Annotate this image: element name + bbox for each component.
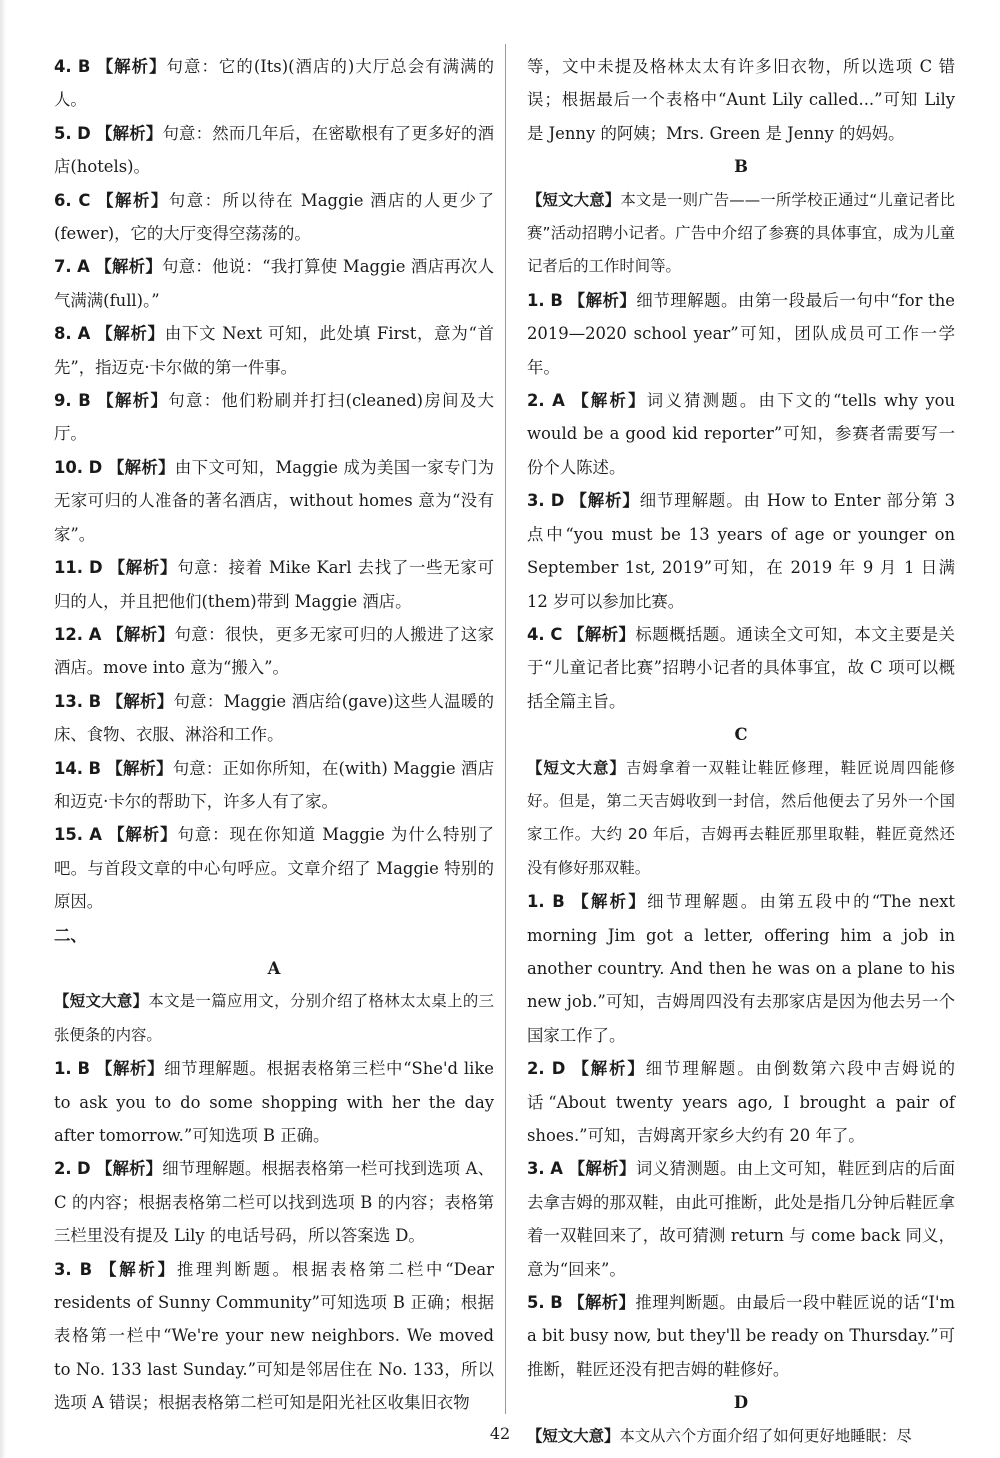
answer-letter: B — [88, 691, 102, 711]
question-number: 8. — [54, 324, 72, 344]
analysis-tag: 【解析】 — [106, 758, 173, 778]
answer-item — [527, 618, 955, 718]
analysis-tag: 【解析】 — [106, 691, 174, 711]
summary-text: 本文是一则广告——一所学校正通过“儿童记者比赛”活动招聘小记者。广告中介绍了参赛的具体事宜，成为儿童记者后的工作时间等。 — [527, 190, 955, 276]
answer-letter: B — [88, 758, 101, 778]
answer-letter: D — [550, 491, 565, 511]
left-column — [54, 50, 494, 1420]
analysis-text: 细节理解题。根据表格第一栏可找到选项 A、C 的内容；根据表格第二栏可以找到选项 B 的内容；表格第三栏里没有提及 Lily 的电话号码，所以答案选 D。 — [54, 1159, 494, 1246]
analysis-tag: 【解析】 — [95, 1059, 165, 1079]
summary-b — [527, 184, 955, 284]
summary-tag: 【短文大意】 — [527, 190, 621, 209]
answer-item — [527, 1152, 955, 1286]
answer-letter: B — [550, 290, 563, 310]
question-number: 11. — [54, 558, 84, 578]
passage-heading-a: A — [267, 958, 281, 978]
question-number: 5. — [54, 123, 72, 143]
answer-letter: B — [77, 1059, 91, 1079]
analysis-text: 句意：接着 Mike Karl 去找了一些无家可归的人，并且把他们(them)带到 Maggie 酒店。 — [54, 558, 494, 611]
question-number: 1. — [54, 1059, 72, 1079]
answer-item — [54, 551, 494, 618]
answer-item — [54, 117, 494, 184]
passage-heading-d: D — [733, 1393, 749, 1413]
analysis-tag: 【解析】 — [96, 1159, 163, 1179]
answer-item — [54, 1152, 494, 1252]
analysis-text: 句意：它的(Its)(酒店的)大厅总会有满满的人。 — [54, 57, 494, 110]
analysis-tag: 【解析】 — [572, 892, 648, 912]
answer-item — [54, 1052, 494, 1152]
analysis-text: 句意：然而几年后，在密歇根有了更多好的酒店(hotels)。 — [54, 123, 495, 177]
passage-heading-c: C — [734, 725, 748, 745]
answer-letter: D — [77, 1159, 91, 1179]
analysis-tag: 【解析】 — [107, 624, 175, 644]
analysis-tag: 【解析】 — [570, 491, 640, 511]
summary-c — [527, 752, 955, 886]
answer-letter: B — [77, 57, 91, 76]
analysis-tag: 【解析】 — [97, 391, 169, 411]
answer-item — [54, 317, 494, 384]
column-divider — [505, 44, 506, 1414]
left-answer-list — [54, 50, 494, 919]
analysis-text: 词义猜测题。由下文的“tells why you would be a good kid reporter”可知，参赛者需要写一份个人陈述。 — [527, 391, 956, 477]
analysis-text: 推理判断题。根据表格第二栏中“Dear residents of Sunny Community”可知选项 B 正确；根据表格第一栏中“We're your new neighbors. We moved to No. 133 last Sunday.”可知是邻居住在 No. 133，所以选项 A 错误；根据表格第二栏可知是阳光社区收集旧衣物 — [54, 1259, 495, 1413]
question-number: 2. — [527, 391, 545, 411]
answer-item — [527, 284, 955, 384]
answer-item — [527, 1052, 955, 1152]
question-number: 14. — [54, 758, 84, 778]
analysis-text: 细节理解题。由第五段中的“The next morning Jim got a letter, offering him a job in another country. And then he was on a plane to his new job.”可知，吉姆周四没有去那家店是因为他去另一个国家工作了。 — [527, 892, 955, 1045]
analysis-text: 句意：很快，更多无家可归的人搬进了这家酒店。move into 意为“搬入”。 — [54, 624, 495, 678]
answer-letter: A — [89, 825, 102, 845]
answer-item — [54, 1253, 494, 1420]
answer-letter: A — [552, 391, 565, 411]
answer-letter: A — [77, 324, 91, 344]
answer-letter: B — [550, 1293, 563, 1313]
part-c-answer-list — [527, 885, 955, 1386]
section-two-label: 二、 — [54, 925, 87, 945]
analysis-text: 句意：他说：“我打算使 Maggie 酒店再次人气满满(full)。” — [54, 257, 494, 310]
answer-letter: C — [78, 190, 91, 210]
question-number: 1. — [527, 290, 545, 310]
analysis-tag: 【解析】 — [568, 624, 636, 644]
question-number: 1. — [527, 892, 545, 912]
question-number: 10. — [54, 457, 84, 477]
scan-edge-shadow — [0, 0, 6, 1458]
summary-text: 吉姆拿着一双鞋让鞋匠修理，鞋匠说周四能修好。但是，第二天吉姆收到一封信，然后他便去了另外一个国家工作。大约 20 年后，吉姆再去鞋匠那里取鞋，鞋匠竟然还没有修好那双鞋。 — [527, 758, 955, 877]
answer-letter: B — [78, 391, 91, 411]
analysis-text: 句意：现在你知道 Maggie 为什么特别了吧。与首段文章的中心句呼应。文章介绍了 Maggie 特别的原因。 — [54, 825, 495, 912]
answer-item — [527, 1286, 955, 1386]
analysis-tag: 【解析】 — [95, 257, 163, 277]
analysis-text: 由下文可知，Maggie 成为美国一家专门为无家可归的人准备的著名酒店，without homes 意为“没有家”。 — [54, 457, 494, 544]
answer-item — [527, 384, 955, 484]
analysis-tag: 【解析】 — [568, 290, 637, 310]
analysis-tag: 【解析】 — [97, 190, 169, 210]
analysis-tag: 【解析】 — [96, 324, 165, 344]
question-number: 3. — [527, 1159, 545, 1179]
analysis-tag: 【解析】 — [107, 457, 175, 477]
answer-letter: D — [77, 123, 91, 143]
analysis-tag: 【解析】 — [100, 1259, 177, 1279]
analysis-text: 细节理解题。由 How to Enter 部分第 3 点中“you must be 13 years of age or younger on September 1st, 2019”可知，在 2019 年 9 月 1 日满 12 岁可以参加比赛。 — [527, 491, 955, 611]
answer-item — [54, 618, 494, 685]
question-number: 7. — [54, 257, 72, 277]
answer-letter: A — [77, 257, 90, 277]
analysis-text: 细节理解题。根据表格第三栏中“She'd like to ask you to do some shopping with her the day after tomorrow.”可知选项 B 正确。 — [54, 1059, 494, 1145]
analysis-text: 句意：所以待在 Maggie 酒店的人更少了(fewer)，它的大厅变得空荡荡的。 — [54, 190, 494, 244]
answer-letter: D — [88, 457, 103, 477]
analysis-tag: 【解析】 — [108, 558, 178, 578]
answer-item — [54, 184, 494, 251]
answer-item — [54, 685, 494, 752]
answer-letter: A — [550, 1159, 563, 1179]
question-number: 9. — [54, 391, 72, 411]
answer-item — [527, 885, 955, 1052]
passage-heading-b: B — [734, 157, 748, 177]
answer-letter: B — [552, 892, 565, 912]
answer-letter: A — [88, 624, 102, 644]
answer-letter: D — [551, 1059, 566, 1079]
answer-letter: B — [79, 1259, 93, 1279]
question-number: 4. — [527, 624, 545, 644]
question-number: 3. — [54, 1259, 72, 1279]
analysis-tag: 【解析】 — [96, 57, 167, 76]
analysis-text: 句意：正如你所知，在(with) Maggie 酒店和迈克·卡尔的帮助下，许多人有了家。 — [54, 758, 494, 811]
question-number: 2. — [527, 1059, 545, 1079]
question-number: 15. — [54, 825, 84, 845]
continued-explanation: 等，文中未提及格林太太有许多旧衣物，所以选项 C 错误；根据最后一个表格中“Aunt Lily called...”可知 Lily 是 Jenny 的阿姨；Mrs. Green 是 Jenny 的妈妈。 — [527, 57, 955, 143]
analysis-text: 词义猜测题。由上文可知，鞋匠到店的后面去拿吉姆的那双鞋，由此可推断，此处是指几分钟后鞋匠拿着一双鞋回来了，故可猜测 return 与 come back 同义，意为“回来”。 — [527, 1159, 955, 1279]
right-column — [527, 50, 955, 1453]
analysis-text: 句意：Maggie 酒店给(gave)这些人温暖的床、食物、衣服、淋浴和工作。 — [54, 691, 494, 745]
summary-tag: 【短文大意】 — [527, 758, 627, 777]
analysis-tag: 【解析】 — [572, 1059, 646, 1079]
question-number: 5. — [527, 1293, 545, 1313]
analysis-tag: 【解析】 — [568, 1159, 636, 1179]
analysis-text: 推理判断题。由最后一段中鞋匠说的话“I'm a bit busy now, but they'll be ready on Thursday.”可推断，鞋匠还没有把吉姆的鞋修好。 — [527, 1293, 955, 1379]
summary-a — [54, 985, 494, 1052]
analysis-text: 标题概括题。通读全文可知，本文主要是关于“儿童记者比赛”招聘小记者的具体事宜，故 C 项可以概括全篇主旨。 — [527, 624, 956, 711]
analysis-tag: 【解析】 — [572, 391, 647, 411]
part-a-answer-list — [54, 1052, 494, 1419]
summary-tag: 【短文大意】 — [54, 992, 149, 1011]
question-number: 3. — [527, 491, 545, 511]
analysis-tag: 【解析】 — [568, 1293, 636, 1313]
question-number: 12. — [54, 624, 84, 644]
answer-item — [54, 752, 494, 819]
question-number: 4. — [54, 57, 72, 76]
summary-tag: 【短文大意】 — [527, 1426, 620, 1445]
answer-item — [54, 50, 494, 117]
answer-item — [527, 484, 955, 618]
question-number: 13. — [54, 691, 84, 711]
answer-item — [54, 250, 494, 317]
analysis-text: 句意：他们粉刷并打扫(cleaned)房间及大厅。 — [54, 391, 494, 444]
analysis-tag: 【解析】 — [96, 123, 163, 143]
question-number: 6. — [54, 190, 72, 210]
question-number: 2. — [54, 1159, 72, 1179]
answer-item — [54, 384, 494, 451]
page-number: 42 — [489, 1424, 511, 1443]
analysis-tag: 【解析】 — [108, 825, 178, 845]
summary-text: 本文是一篇应用文，分别介绍了格林太太桌上的三张便条的内容。 — [54, 992, 494, 1044]
analysis-text: 细节理解题。由第一段最后一句中“for the 2019—2020 school year”可知，团队成员可工作一学年。 — [527, 290, 955, 377]
summary-text: 本文从六个方面介绍了如何更好地睡眠：尽 — [619, 1426, 912, 1445]
part-b-answer-list — [527, 284, 955, 718]
answer-item — [54, 818, 494, 918]
answer-letter: D — [89, 558, 103, 578]
answer-letter: C — [550, 624, 563, 644]
answer-item — [54, 451, 494, 551]
analysis-text: 细节理解题。由倒数第六段中吉姆说的话“About twenty years ago, I brought a pair of shoes.”可知，吉姆离开家乡大约有 20 年了。 — [527, 1059, 955, 1145]
analysis-text: 由下文 Next 可知，此处填 First，意为“首先”，指迈克·卡尔做的第一件事。 — [54, 324, 494, 377]
